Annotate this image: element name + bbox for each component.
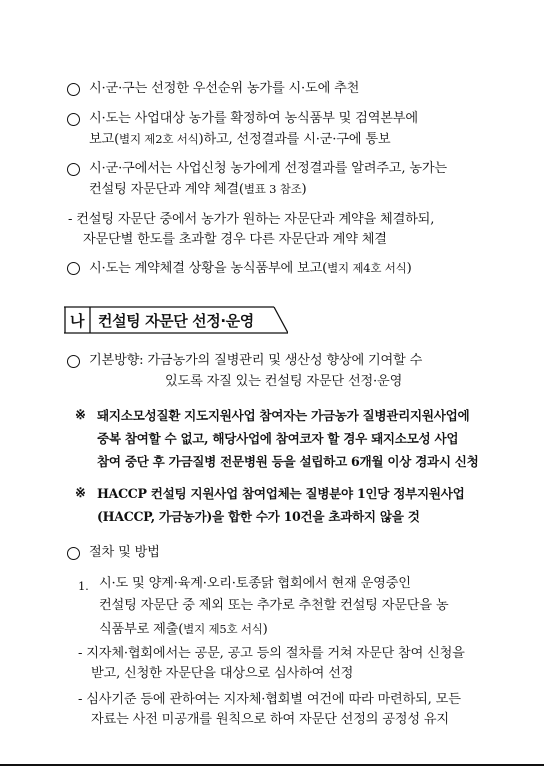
item-notify-line2: 컨설팅 자문단과 계약 체결(별표 3 참조) [89,182,307,197]
item-recommend: 시·군·구는 선정한 우선순위 농가를 시·도에 추천 [89,81,360,96]
basic-direction-line2: 있도록 자질 있는 컨설팅 자문단 선정·운영 [165,374,403,389]
item-notify-line1: 시·군·구에서는 사업신청 농가에게 선정결과를 알려주고, 농가는 [89,161,447,176]
note-mark: ※ [75,408,86,423]
circle-bullet-icon [67,83,80,96]
dash-application-line2: 받고, 신청한 자문단을 대상으로 심사하여 선정 [91,666,354,681]
circle-bullet-icon [67,163,80,176]
basic-direction-line1: 기본방향: 가금농가의 질병관리 및 생산성 향상에 기여할 수 [89,353,423,368]
circle-bullet-icon [67,262,80,275]
item-confirm-line1: 시·도는 사업대상 농가를 확정하여 농식품부 및 검역본부에 [89,111,418,126]
note1-line1: 돼지소모성질환 지도지원사업 참여자는 가금농가 질병관리지원사업에 [97,408,470,423]
item-confirm-line2: 보고(별지 제2호 서식)하고, 선정결과를 시·군·구에 통보 [89,132,391,147]
note1-line2: 중복 참여할 수 없고, 해당사업에 참여코자 할 경우 돼지소모성 사업 [97,431,459,446]
item-report: 시·도는 계약체결 상황을 농식품부에 보고(별지 제4호 서식) [89,261,412,276]
page-bottom-rule [0,764,544,766]
dash-contract-line1: - 컨설팅 자문단 중에서 농가가 원하는 자문단과 계약을 체결하되, [68,212,435,227]
section-title: 컨설팅 자문단 선정·운영 [98,312,254,330]
dash-contract-line2: 자문단별 한도를 초과할 경우 다른 자문단과 계약 체결 [83,232,387,247]
step1-line1: 시·도 및 양계·육계·오리·토종닭 협회에서 현재 운영중인 [99,576,411,591]
note2-line2: (HACCP, 가금농가)을 합한 수가 10건을 초과하지 않을 것 [97,509,420,524]
step1-line2: 컨설팅 자문단 중 제외 또는 추가로 추천할 컨설팅 자문단을 농 [99,598,449,613]
step1-line3: 식품부로 제출(별지 제5호 서식) [99,622,268,637]
dash-criteria-line1: - 심사기준 등에 관하여는 지자체·협회별 여건에 따라 마련하되, 모든 [78,692,461,707]
circle-bullet-icon [67,355,80,368]
dash-criteria-line2: 자료는 사전 미공개를 원칙으로 하여 자문단 선정의 공정성 유지 [91,712,449,727]
procedure-title: 절차 및 방법 [89,545,160,560]
note2-line1: HACCP 컨설팅 지원사업 참여업체는 질병분야 1인당 정부지원사업 [97,486,465,501]
circle-bullet-icon [67,547,80,560]
dash-application-line1: - 지자체·협회에서는 공문, 공고 등의 절차를 거쳐 자문단 참여 신청을 [78,646,465,661]
step1-number: 1. [78,579,89,593]
note-mark: ※ [75,486,86,501]
section-letter: 나 [70,312,85,330]
note1-line3: 참여 중단 후 가금질병 전문병원 등을 설립하고 6개월 이상 경과시 신청 [97,454,479,469]
circle-bullet-icon [67,113,80,126]
